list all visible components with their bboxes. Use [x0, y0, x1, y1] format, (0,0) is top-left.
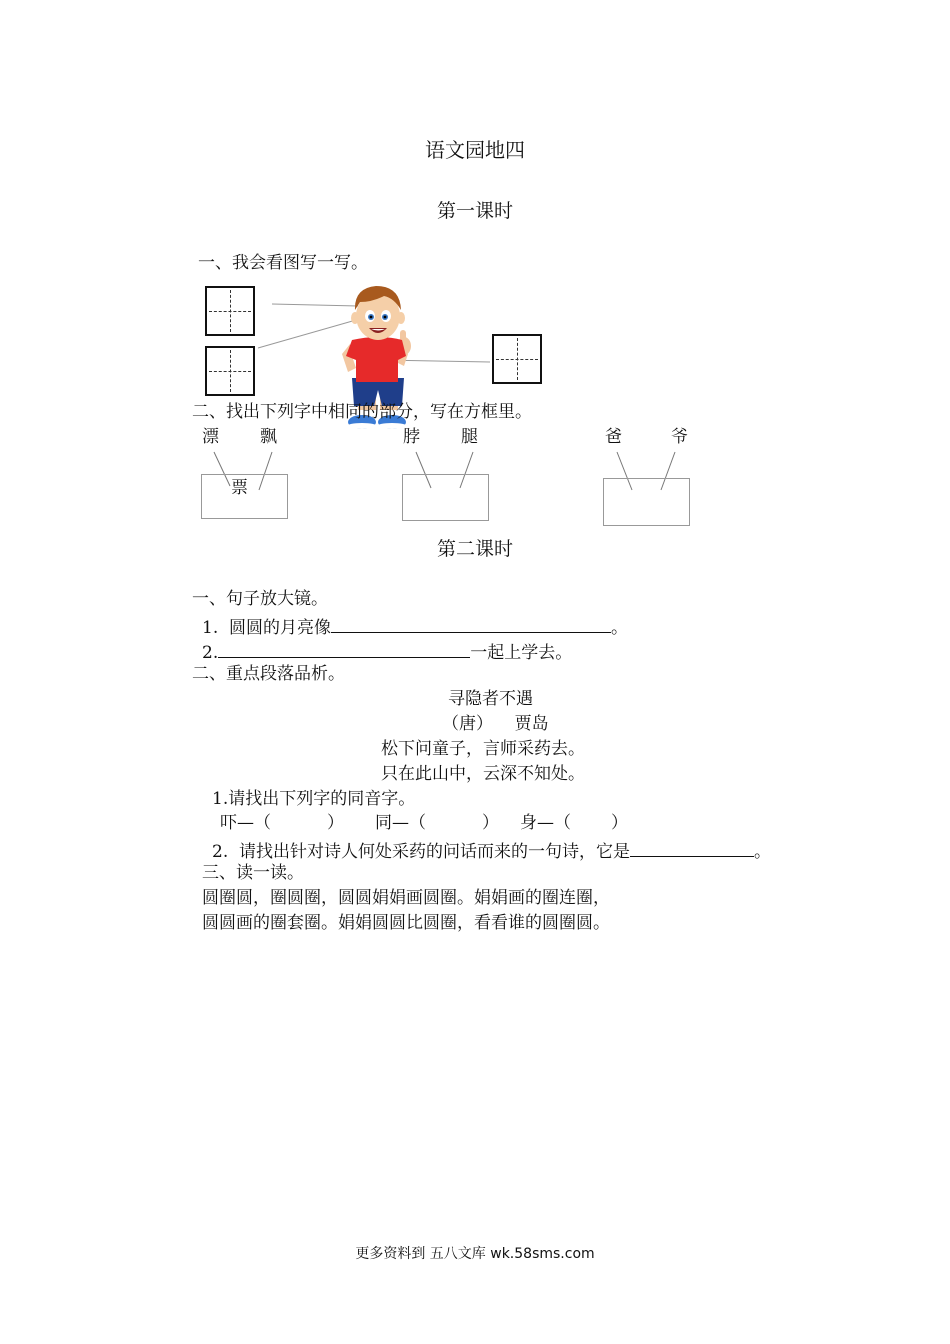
- group1-char-2: 飘: [260, 427, 277, 447]
- paren-open: （: [254, 813, 271, 833]
- homophone-2: [375, 815, 499, 832]
- lesson1-question1: 一、我会看图写一写。: [198, 253, 368, 273]
- poem-dynasty: （唐）: [442, 714, 493, 734]
- homophone-3: [520, 815, 628, 832]
- poem-question2-blank[interactable]: [630, 840, 754, 857]
- lesson1-question2: 二、找出下列字中相同的部分，写在方框里。: [192, 402, 532, 422]
- lesson2-question3: 三、读一读。: [202, 863, 304, 883]
- sentence-2: [202, 641, 572, 662]
- reading-line-2: 圆圆画的圈套圈。娟娟圆圆比圆圈，看看谁的圆圈圆。: [202, 913, 610, 933]
- sentence-2-blank[interactable]: [218, 641, 470, 658]
- poem-question2-number: 2.: [212, 842, 229, 862]
- poem-question2-text: 请找出针对诗人何处采药的问话而来的一句诗，它是: [239, 842, 631, 862]
- poem-title: 寻隐者不遇: [448, 689, 533, 709]
- poem-question2-end: 。: [754, 842, 772, 862]
- page-title: 语文园地四: [425, 138, 525, 162]
- homophone-1-char: 吓—: [220, 813, 254, 833]
- group2-char-1: 脖: [403, 427, 420, 447]
- group1-char-1: 漂: [202, 427, 219, 447]
- homophone-3-char: 身—: [520, 813, 554, 833]
- sentence-1-end: 。: [611, 618, 629, 638]
- footer-text: 更多资料到 五八文库 wk.58sms.com: [355, 1246, 595, 1262]
- sentence-1: [202, 616, 628, 637]
- sentence-2-number: 2.: [202, 643, 219, 663]
- group2-char-2: 腿: [461, 427, 478, 447]
- group3-char-1: 爸: [605, 427, 622, 447]
- group1-answer: 票: [231, 478, 248, 498]
- homophone-1: [220, 815, 344, 832]
- sentence-1-text: 圆圆的月亮像: [229, 618, 332, 638]
- group2-answer-box[interactable]: [402, 474, 489, 521]
- sentence-1-blank[interactable]: [331, 616, 611, 633]
- paren-close: ）: [482, 813, 499, 833]
- paren-close: ）: [327, 813, 344, 833]
- poem-question1: 1.请找出下列字的同音字。: [212, 789, 416, 809]
- lesson2-question2: 二、重点段落品析。: [192, 664, 345, 684]
- lesson2-question1: 一、句子放大镜。: [192, 589, 328, 609]
- sentence-2-text: 一起上学去。: [470, 643, 573, 663]
- poem-question2: [212, 840, 771, 861]
- paren-close: ）: [611, 813, 628, 833]
- poem-author: 贾岛: [514, 714, 549, 734]
- reading-line-1: 圆圈圆，圈圆圈，圆圆娟娟画圆圈。娟娟画的圈连圈，: [202, 888, 610, 908]
- sentence-1-number: 1.: [202, 618, 219, 638]
- poem-line-1: 松下问童子，言师采药去。: [381, 739, 585, 759]
- poem-byline: [442, 716, 549, 733]
- paren-open: （: [409, 813, 426, 833]
- group3-char-2: 爷: [671, 427, 688, 447]
- group3-answer-box[interactable]: [603, 478, 690, 526]
- lesson2-heading: 第二课时: [436, 538, 513, 560]
- paren-open: （: [554, 813, 571, 833]
- poem-line-2: 只在此山中，云深不知处。: [381, 764, 585, 784]
- lesson1-heading: 第一课时: [436, 200, 513, 222]
- homophone-2-char: 同—: [375, 813, 409, 833]
